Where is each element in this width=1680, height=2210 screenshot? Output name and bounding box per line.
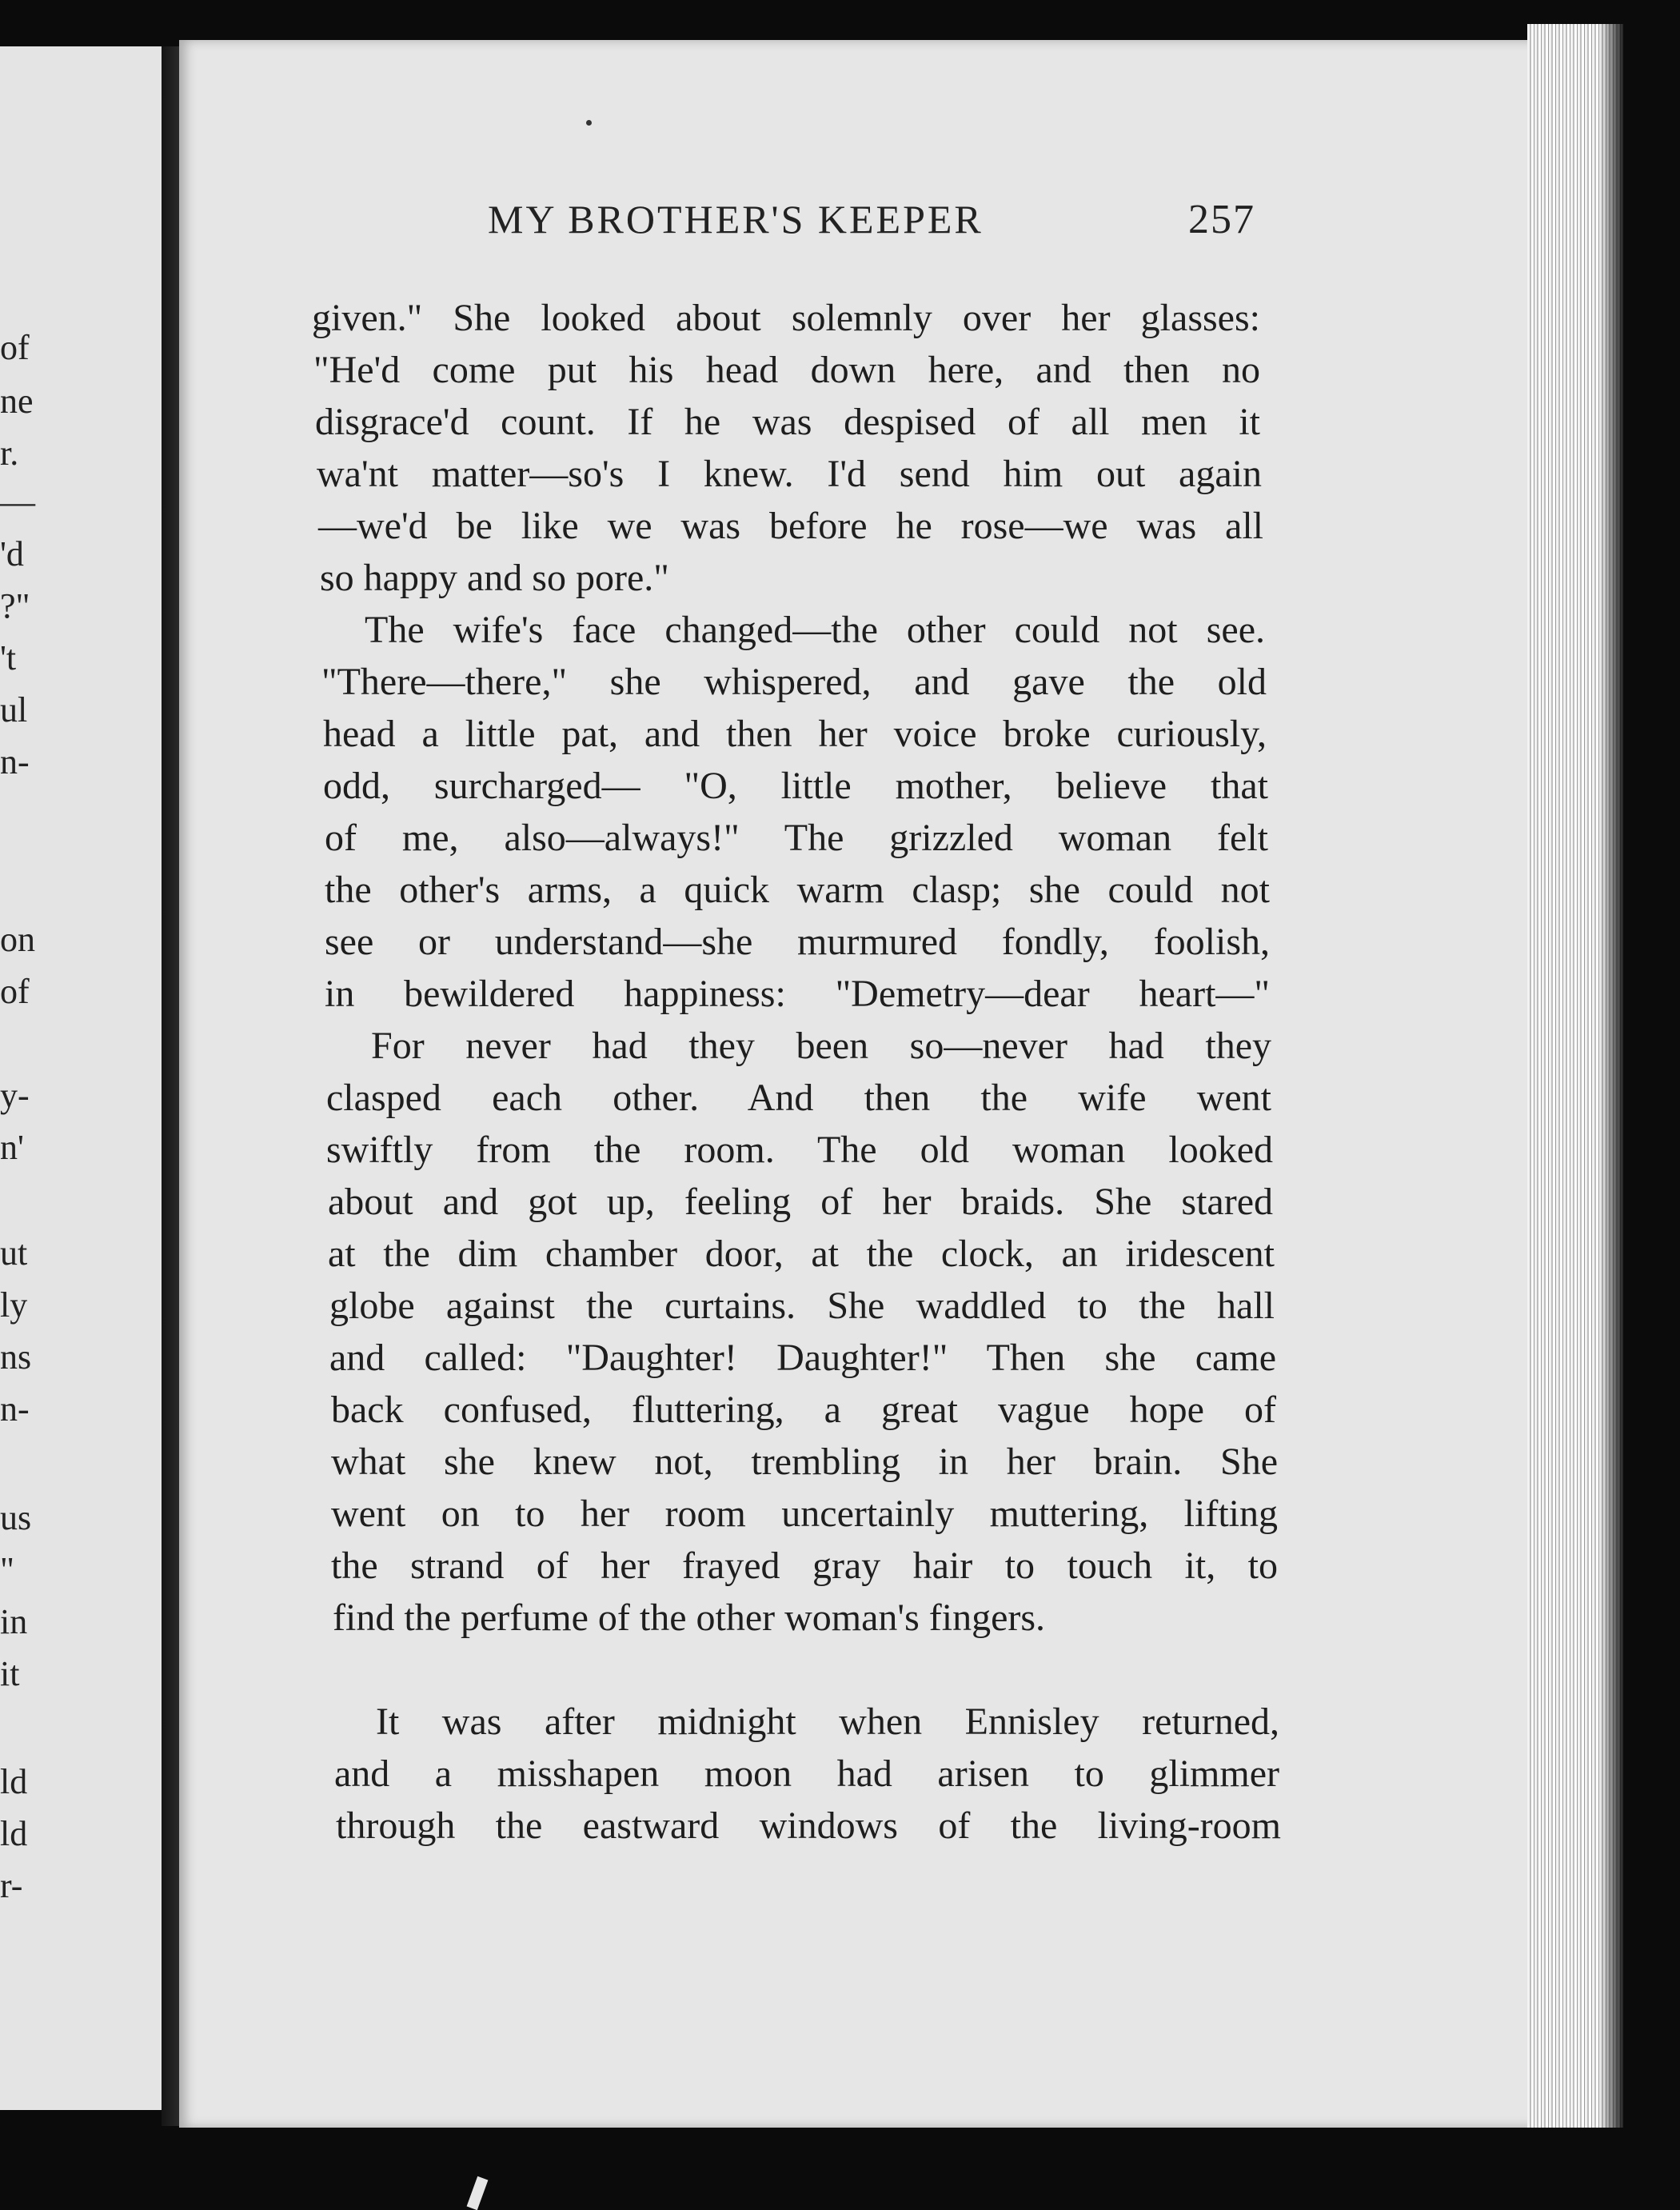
text-line: "There—there," she whispered, and gave the old bbox=[321, 661, 1267, 703]
text-line: the strand of her frayed gray hair to touch it, to bbox=[331, 1545, 1278, 1587]
text-line: and a misshapen moon had arisen to glimmer bbox=[334, 1752, 1279, 1795]
facing-page-fragment bbox=[0, 46, 166, 2110]
margin-fragment: n- bbox=[0, 742, 30, 781]
text-line: back confused, fluttering, a great vague hope of bbox=[331, 1389, 1276, 1431]
margin-fragment: on bbox=[0, 920, 35, 959]
margin-fragment: of bbox=[0, 972, 30, 1011]
text-line: see or understand—she murmured fondly, foolish, bbox=[325, 921, 1270, 963]
text-line: —we'd be like we was before he rose—we was all bbox=[318, 505, 1263, 547]
text-line: and called: "Daughter! Daughter!" Then she came bbox=[329, 1337, 1276, 1379]
text-line: It was after midnight when Ennisley returned, bbox=[376, 1700, 1279, 1743]
running-head-title: MY BROTHER'S KEEPER bbox=[488, 197, 984, 242]
margin-fragment: r- bbox=[0, 1866, 23, 1905]
margin-fragment: n' bbox=[0, 1128, 24, 1167]
text-line: at the dim chamber door, at the clock, an iridescent bbox=[328, 1233, 1275, 1275]
running-head bbox=[488, 196, 1255, 252]
book-gutter bbox=[162, 46, 179, 2126]
text-line: swiftly from the room. The old woman looked bbox=[326, 1129, 1273, 1171]
text-line: so happy and so pore." bbox=[320, 557, 669, 599]
scan-speck bbox=[467, 2176, 489, 2210]
text-line: find the perfume of the other woman's fingers. bbox=[333, 1597, 1046, 1639]
margin-fragment: ?" bbox=[0, 586, 30, 625]
text-line: "He'd come put his head down here, and then no bbox=[313, 349, 1260, 391]
margin-fragment: n- bbox=[0, 1389, 30, 1429]
margin-fragment: r. bbox=[0, 434, 19, 473]
text-line: head a little pat, and then her voice broke curiously, bbox=[323, 713, 1267, 755]
margin-fragment: ns bbox=[0, 1337, 32, 1377]
text-line: wa'nt matter—so's I knew. I'd send him out again bbox=[317, 453, 1262, 495]
text-line: through the eastward windows of the living-room bbox=[336, 1804, 1281, 1847]
margin-fragment: of bbox=[0, 328, 30, 367]
margin-fragment: in bbox=[0, 1602, 28, 1641]
page-edges bbox=[1527, 24, 1623, 2128]
margin-fragment: ul bbox=[0, 690, 28, 729]
margin-fragment: 't bbox=[0, 638, 17, 677]
margin-fragment: y- bbox=[0, 1076, 30, 1115]
text-line: globe against the curtains. She waddled to the hall bbox=[329, 1285, 1275, 1327]
margin-fragment: 'd bbox=[0, 534, 24, 573]
text-line: The wife's face changed—the other could not see. bbox=[365, 609, 1265, 651]
margin-fragment: " bbox=[0, 1550, 14, 1589]
margin-fragment: ld bbox=[0, 1814, 28, 1853]
text-line: clasped each other. And then the wife went bbox=[326, 1077, 1271, 1119]
margin-fragment: us bbox=[0, 1498, 32, 1537]
page-number: 257 bbox=[1188, 197, 1255, 242]
text-line: odd, surcharged— "O, little mother, believe that bbox=[323, 765, 1268, 807]
text-line: disgrace'd count. If he was despised of all men it bbox=[315, 401, 1260, 443]
margin-fragment: ld bbox=[0, 1762, 28, 1801]
text-line: went on to her room uncertainly muttering, lifting bbox=[331, 1493, 1278, 1535]
margin-fragment: it bbox=[0, 1654, 20, 1693]
margin-fragment: ne bbox=[0, 382, 34, 421]
text-line: what she knew not, trembling in her brain. She bbox=[331, 1441, 1278, 1483]
text-line: the other's arms, a quick warm clasp; she could not bbox=[325, 869, 1270, 911]
margin-fragment: ly bbox=[0, 1285, 28, 1325]
text-line: in bewildered happiness: "Demetry—dear heart—" bbox=[325, 973, 1270, 1015]
text-line: For never had they been so—never had they bbox=[371, 1025, 1271, 1067]
margin-fragment: ut bbox=[0, 1233, 28, 1273]
text-line: of me, also—always!" The grizzled woman felt bbox=[325, 817, 1268, 859]
margin-fragment: — bbox=[0, 482, 35, 522]
speck bbox=[586, 120, 592, 126]
text-line: given." She looked about solemnly over her glasses: bbox=[312, 297, 1260, 339]
text-line: about and got up, feeling of her braids. She stared bbox=[328, 1181, 1273, 1223]
